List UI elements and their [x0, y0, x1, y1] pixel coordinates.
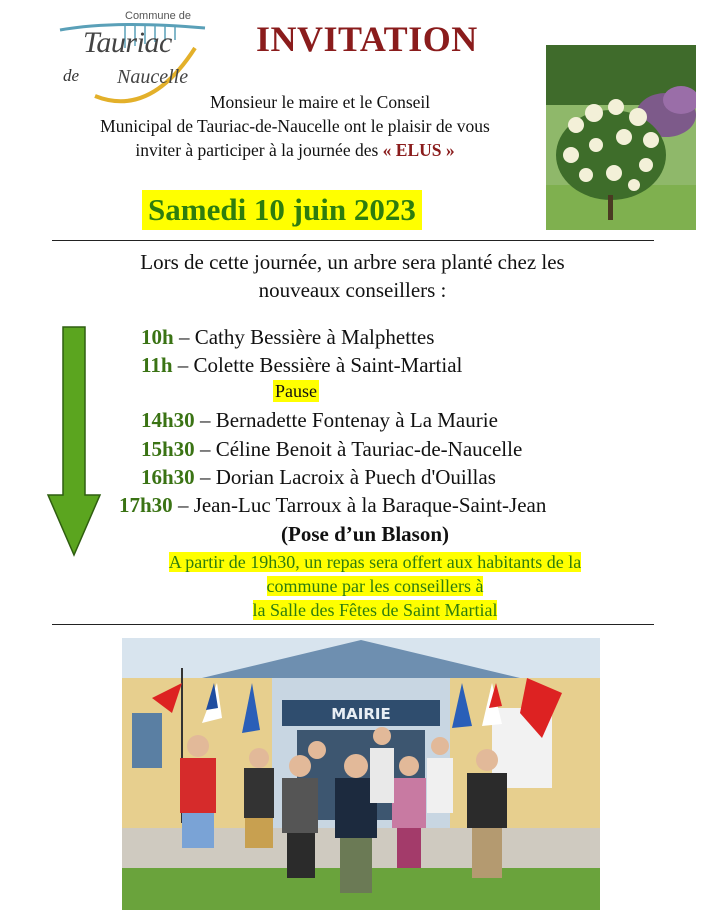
- schedule-time: 14h30: [141, 408, 195, 432]
- mairie-sign: MAIRIE: [331, 705, 391, 723]
- schedule-item: [141, 435, 522, 463]
- schedule-text: – Céline Benoit à Tauriac-de-Naucelle: [194, 437, 523, 461]
- intro-line-2: Municipal de Tauriac-de-Naucelle ont le plaisir de vous: [100, 116, 490, 136]
- intro-line-1: Monsieur le maire et le Conseil: [210, 92, 431, 112]
- intro-text: [60, 90, 530, 162]
- logo-tauriac: Tauriac: [83, 26, 172, 59]
- dinner-line-2: commune par les conseillers à: [266, 576, 484, 596]
- schedule-item: [119, 491, 546, 519]
- lilac-tree-photo: [546, 45, 696, 230]
- lead-text: [60, 248, 645, 304]
- intro-line-3: inviter à participer à la journée des: [135, 140, 383, 160]
- dinner-notice: [110, 550, 640, 622]
- schedule-time: 15h30: [141, 437, 195, 461]
- schedule-item: [141, 351, 462, 379]
- town-hall-group-photo: [122, 638, 600, 910]
- schedule-time: 11h: [141, 353, 173, 377]
- schedule-item: [141, 406, 498, 434]
- schedule-time: 16h30: [141, 465, 195, 489]
- divider-top: [52, 240, 654, 241]
- schedule-text: – Cathy Bessière à Malphettes: [173, 325, 435, 349]
- event-date: Samedi 10 juin 2023: [142, 190, 422, 230]
- elus-label: « ELUS »: [382, 140, 455, 160]
- schedule-text: – Jean-Luc Tarroux à la Baraque-Saint-Jean: [172, 493, 547, 517]
- logo-commune-de: Commune de: [125, 10, 192, 22]
- schedule-time: 17h30: [119, 493, 173, 517]
- dinner-line-3: la Salle des Fêtes de Saint Martial: [252, 600, 498, 620]
- schedule-item: [141, 463, 496, 491]
- dinner-line-1: A partir de 19h30, un repas sera offert aux habitants de la: [168, 552, 582, 572]
- schedule-text: – Dorian Lacroix à Puech d'Ouillas: [194, 465, 496, 489]
- schedule-text: – Colette Bessière à Saint-Martial: [172, 353, 463, 377]
- pause-label: Pause: [275, 381, 317, 401]
- lead-line-1: Lors de cette journée, un arbre sera planté chez les: [140, 250, 565, 274]
- divider-bottom: [52, 624, 654, 625]
- logo-de: de: [63, 66, 80, 85]
- invitation-title: INVITATION: [256, 19, 478, 59]
- schedule-item: [141, 323, 434, 351]
- lead-line-2: nouveaux conseillers :: [258, 278, 447, 302]
- pose-blason: (Pose d’un Blason): [281, 522, 450, 546]
- schedule-text: – Bernadette Fontenay à La Maurie: [194, 408, 498, 432]
- schedule-time: 10h: [141, 325, 174, 349]
- logo-naucelle: Naucelle: [117, 66, 189, 88]
- down-arrow-icon: [46, 325, 102, 557]
